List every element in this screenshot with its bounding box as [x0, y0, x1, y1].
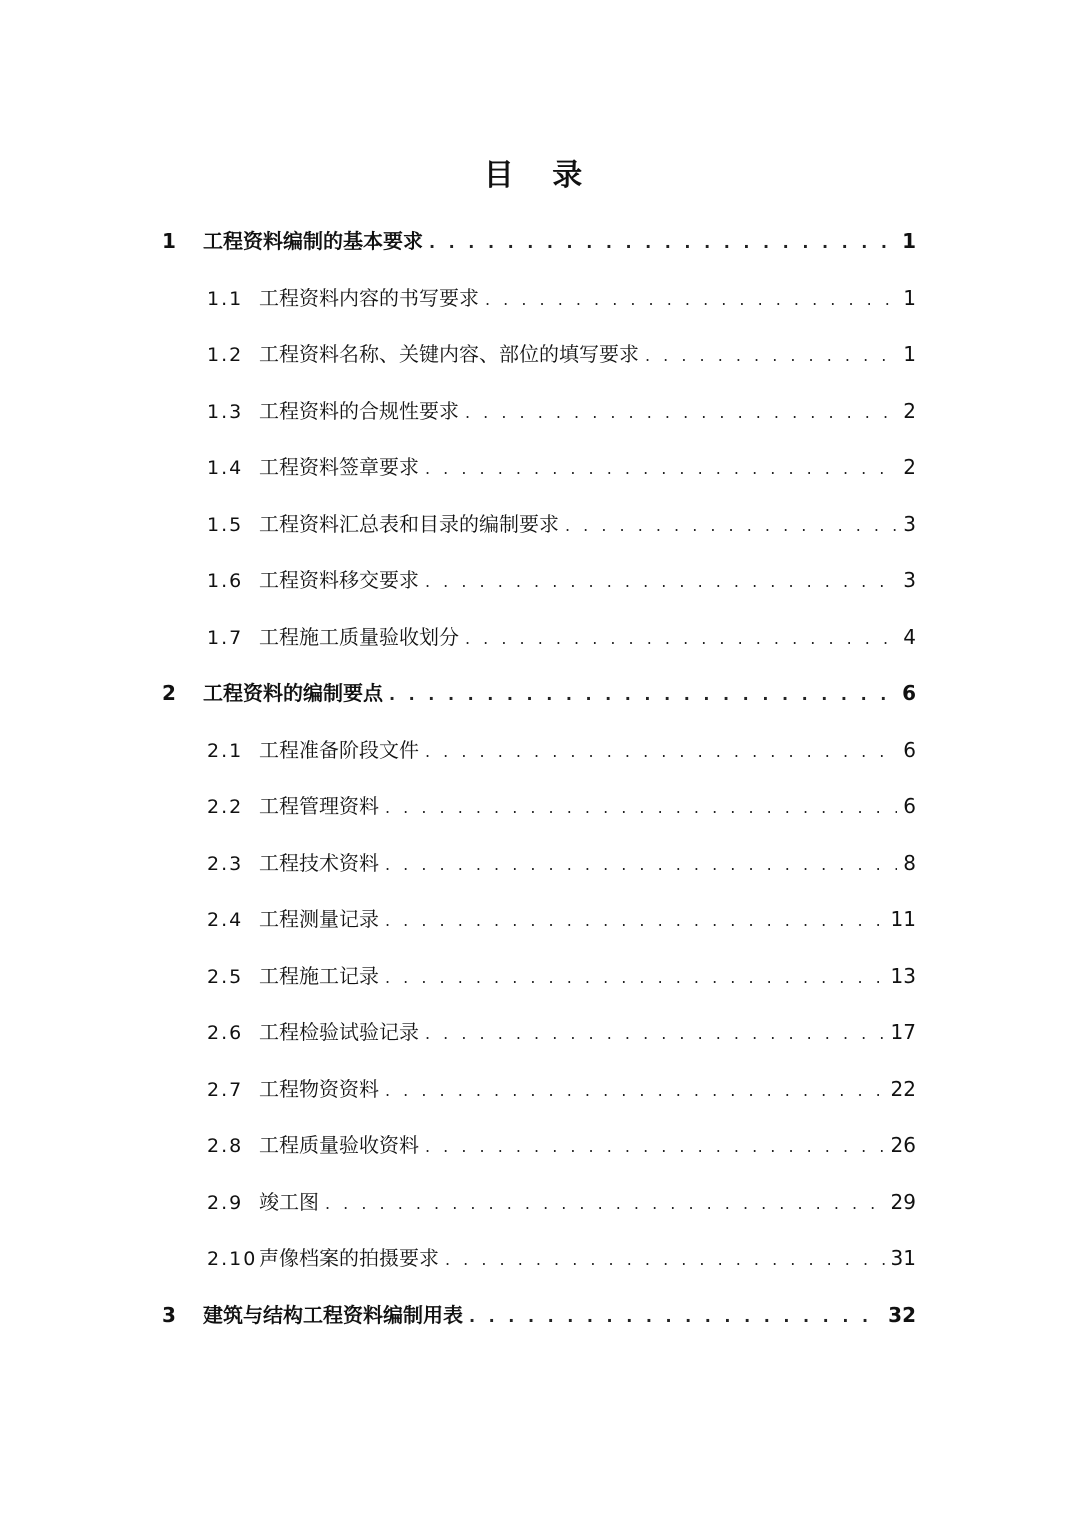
toc-number: 2.9	[207, 1192, 244, 1214]
page-title: 目 录	[483, 158, 597, 193]
toc-title: 工程物资资料	[259, 1077, 379, 1101]
toc-leader-dots	[425, 455, 897, 483]
toc-leader-dots	[465, 625, 897, 653]
toc-number: 1.2	[207, 344, 244, 366]
toc-title: 工程测量记录	[259, 907, 379, 931]
toc-leader-dots	[645, 342, 897, 370]
toc-entry-1[interactable]	[162, 227, 916, 255]
toc-title: 建筑与结构工程资料编制用表	[203, 1303, 463, 1327]
toc-leader-dots	[469, 1303, 882, 1331]
toc-page-number: 1	[903, 286, 916, 310]
toc-page-number: 2	[903, 399, 916, 423]
toc-entry-2-2[interactable]	[207, 792, 916, 820]
toc-page-number: 29	[890, 1190, 916, 1214]
toc-page-number: 32	[888, 1303, 916, 1327]
toc-page-number: 3	[903, 512, 916, 536]
toc-title: 工程资料的编制要点	[203, 681, 383, 705]
toc-entry-1-4[interactable]	[207, 453, 916, 481]
toc-page-number: 1	[903, 342, 916, 366]
toc-number: 2.5	[207, 966, 244, 988]
toc-leader-dots	[385, 964, 885, 992]
toc-page-number: 6	[903, 738, 916, 762]
toc-number: 1.7	[207, 627, 244, 649]
toc-title: 工程管理资料	[259, 794, 379, 818]
toc-number: 2.4	[207, 909, 244, 931]
toc-number: 2	[162, 681, 176, 705]
toc-page-number: 26	[890, 1133, 916, 1157]
toc-title: 工程质量验收资料	[259, 1133, 419, 1157]
toc-page-number: 1	[902, 229, 916, 253]
toc-leader-dots	[325, 1190, 885, 1218]
toc-page-number: 3	[903, 568, 916, 592]
toc-leader-dots	[389, 681, 896, 709]
toc-number: 1.4	[207, 457, 244, 479]
toc-number: 1.5	[207, 514, 244, 536]
toc-entry-2-8[interactable]	[207, 1131, 916, 1159]
toc-leader-dots	[485, 286, 897, 314]
toc-entry-1-1[interactable]	[207, 284, 916, 312]
toc-number: 2.3	[207, 853, 244, 875]
toc-entry-2-10[interactable]	[207, 1244, 916, 1272]
toc-page-number: 13	[890, 964, 916, 988]
toc-number: 1.6	[207, 570, 244, 592]
toc-page-number: 2	[903, 455, 916, 479]
toc-page-number: 6	[903, 794, 916, 818]
toc-entry-1-2[interactable]	[207, 340, 916, 368]
toc-number: 2.6	[207, 1022, 244, 1044]
toc-title: 竣工图	[259, 1190, 319, 1214]
toc-entry-2-1[interactable]	[207, 736, 916, 764]
toc-entry-2-3[interactable]	[207, 849, 916, 877]
toc-number: 2.2	[207, 796, 244, 818]
toc-entry-2-4[interactable]	[207, 905, 916, 933]
toc-title: 工程资料编制的基本要求	[203, 229, 423, 253]
toc-title: 工程资料内容的书写要求	[259, 286, 479, 310]
toc-title: 工程施工质量验收划分	[259, 625, 459, 649]
toc-title: 工程资料汇总表和目录的编制要求	[259, 512, 559, 536]
toc-number: 2.7	[207, 1079, 244, 1101]
toc-leader-dots	[385, 851, 897, 879]
toc-entry-1-7[interactable]	[207, 623, 916, 651]
toc-number: 1.1	[207, 288, 244, 310]
toc-page-number: 4	[903, 625, 916, 649]
toc-title: 工程资料名称、关键内容、部位的填写要求	[259, 342, 639, 366]
toc-page-number: 11	[890, 907, 916, 931]
toc-leader-dots	[465, 399, 897, 427]
toc-entry-3[interactable]	[162, 1301, 916, 1329]
toc-number: 1.3	[207, 401, 244, 423]
toc-leader-dots	[445, 1246, 885, 1274]
toc-page-number: 31	[890, 1246, 916, 1270]
toc-number: 3	[162, 1303, 176, 1327]
toc-entry-2[interactable]	[162, 679, 916, 707]
toc-number: 2.1	[207, 740, 244, 762]
toc-title: 工程施工记录	[259, 964, 379, 988]
toc-entry-2-5[interactable]	[207, 962, 916, 990]
toc-leader-dots	[385, 907, 885, 935]
toc-leader-dots	[425, 738, 897, 766]
toc-title: 工程资料的合规性要求	[259, 399, 459, 423]
toc-entry-1-6[interactable]	[207, 566, 916, 594]
toc-leader-dots	[385, 1077, 885, 1105]
toc-title: 声像档案的拍摄要求	[259, 1246, 439, 1270]
toc-number: 2.8	[207, 1135, 244, 1157]
toc-page-number: 6	[902, 681, 916, 705]
toc-entry-2-7[interactable]	[207, 1075, 916, 1103]
toc-title: 工程资料移交要求	[259, 568, 419, 592]
toc-entry-1-3[interactable]	[207, 397, 916, 425]
toc-page-number: 17	[890, 1020, 916, 1044]
toc-leader-dots	[425, 1020, 885, 1048]
toc-page-number: 22	[890, 1077, 916, 1101]
toc-leader-dots	[565, 512, 897, 540]
toc-entry-2-9[interactable]	[207, 1188, 916, 1216]
toc-title: 工程资料签章要求	[259, 455, 419, 479]
toc-title: 工程准备阶段文件	[259, 738, 419, 762]
toc-title: 工程检验试验记录	[259, 1020, 419, 1044]
toc-number: 1	[162, 229, 176, 253]
toc-title: 工程技术资料	[259, 851, 379, 875]
toc-leader-dots	[425, 1133, 885, 1161]
toc-entry-2-6[interactable]	[207, 1018, 916, 1046]
toc-leader-dots	[429, 229, 896, 257]
toc-entry-1-5[interactable]	[207, 510, 916, 538]
toc-number: 2.10	[207, 1248, 258, 1270]
toc-page-number: 8	[903, 851, 916, 875]
toc-leader-dots	[385, 794, 897, 822]
toc-leader-dots	[425, 568, 897, 596]
